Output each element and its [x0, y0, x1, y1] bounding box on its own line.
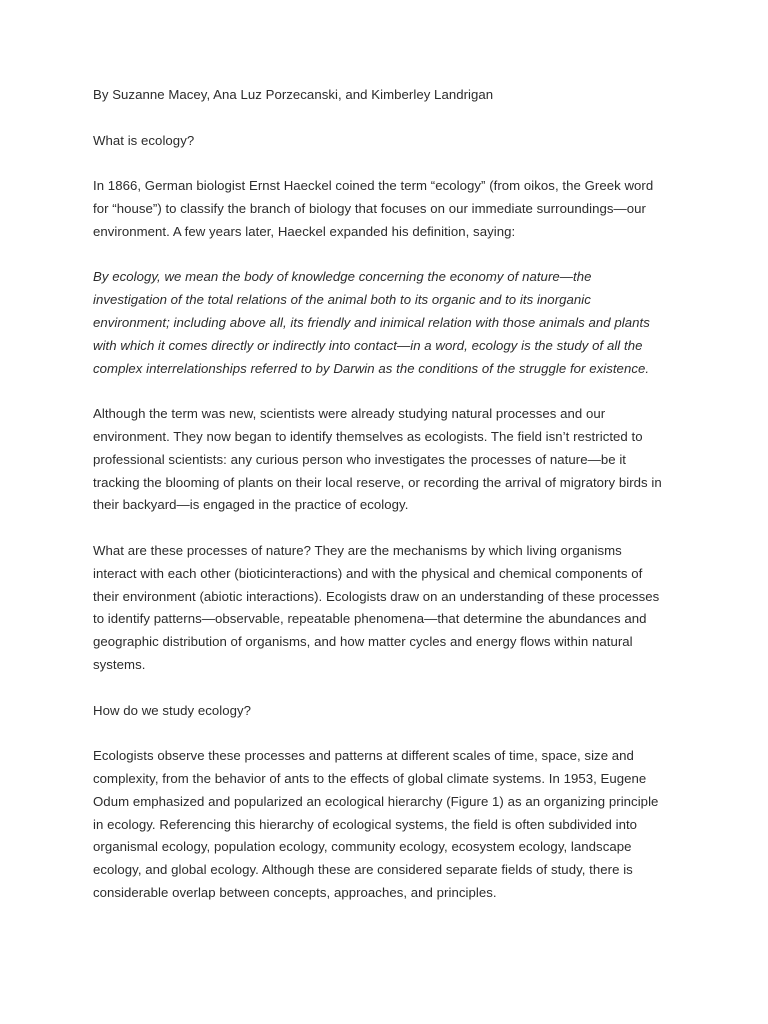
quote-line: with which it comes directly or indirectly into contact—in a word, ecology is the study of all the — [93, 337, 643, 353]
text-line: to identify patterns—observable, repeatable phenomena—that determine the abundances and — [93, 611, 647, 627]
text-line: organismal ecology, population ecology, community ecology, ecosystem ecology, landscape — [93, 839, 632, 855]
document-page — [93, 84, 683, 905]
paragraph-ecologists-emerge — [93, 403, 683, 517]
text-line: complexity, from the behavior of ants to the effects of global climate systems. In 1953, Eugene — [93, 770, 647, 786]
text-line: their backyard—is engaged in the practice of ecology. — [93, 497, 409, 513]
quote-line: By ecology, we mean the body of knowledge concerning the economy of nature—the — [93, 269, 592, 285]
text-line: their environment (abiotic interactions). Ecologists draw on an understanding of these processes — [93, 588, 660, 604]
text-line: environment. They now began to identify themselves as ecologists. The field isn’t restricted to — [93, 428, 643, 444]
text-line: in ecology. Referencing this hierarchy of ecological systems, the field is often subdivided into — [93, 816, 638, 832]
paragraph-ecological-hierarchy — [93, 745, 683, 905]
quote-line: complex interrelationships referred to by Darwin as the conditions of the struggle for existence. — [93, 360, 650, 376]
block-quote-haeckel — [93, 266, 683, 380]
text-line: In 1866, German biologist Ernst Haeckel coined the term “ecology” (from oikos, the Greek word — [93, 178, 654, 194]
text-line: environment. A few years later, Haeckel expanded his definition, saying: — [93, 223, 516, 239]
heading-text: How do we study ecology? — [93, 702, 252, 718]
quote-line: environment; including above all, its friendly and inimical relation with those animals and plants — [93, 314, 650, 330]
text-line: Odum emphasized and popularized an ecological hierarchy (Figure 1) as an organizing principle — [93, 793, 659, 809]
paragraph-processes-of-nature — [93, 540, 683, 677]
quote-line: investigation of the total relations of the animal both to its organic and to its inorganic — [93, 292, 591, 308]
text-line: geographic distribution of organisms, and how matter cycles and energy flows within natural — [93, 634, 633, 650]
section-heading-what-is-ecology — [93, 130, 683, 153]
text-line: for “house”) to classify the branch of biology that focuses on our immediate surroundings—our — [93, 200, 646, 216]
text-line: interact with each other (bioticinteractions) and with the physical and chemical components of — [93, 565, 643, 581]
text-line: systems. — [93, 656, 146, 672]
text-line: Ecologists observe these processes and patterns at different scales of time, space, size and — [93, 748, 634, 764]
byline — [93, 84, 683, 107]
text-line: considerable overlap between concepts, approaches, and principles. — [93, 884, 497, 900]
text-line: tracking the blooming of plants on their local reserve, or recording the arrival of migratory birds in — [93, 474, 662, 490]
text-line: ecology, and global ecology. Although these are considered separate fields of study, there is — [93, 862, 633, 878]
text-line: Although the term was new, scientists were already studying natural processes and our — [93, 406, 606, 422]
text-line: What are these processes of nature? They are the mechanisms by which living organisms — [93, 542, 622, 558]
heading-text: What is ecology? — [93, 132, 195, 148]
paragraph-haeckel-intro — [93, 175, 683, 243]
text-line: professional scientists: any curious person who investigates the processes of nature—be it — [93, 451, 627, 467]
byline-text: By Suzanne Macey, Ana Luz Porzecanski, and Kimberley Landrigan — [93, 87, 494, 102]
section-heading-how-we-study — [93, 700, 683, 723]
